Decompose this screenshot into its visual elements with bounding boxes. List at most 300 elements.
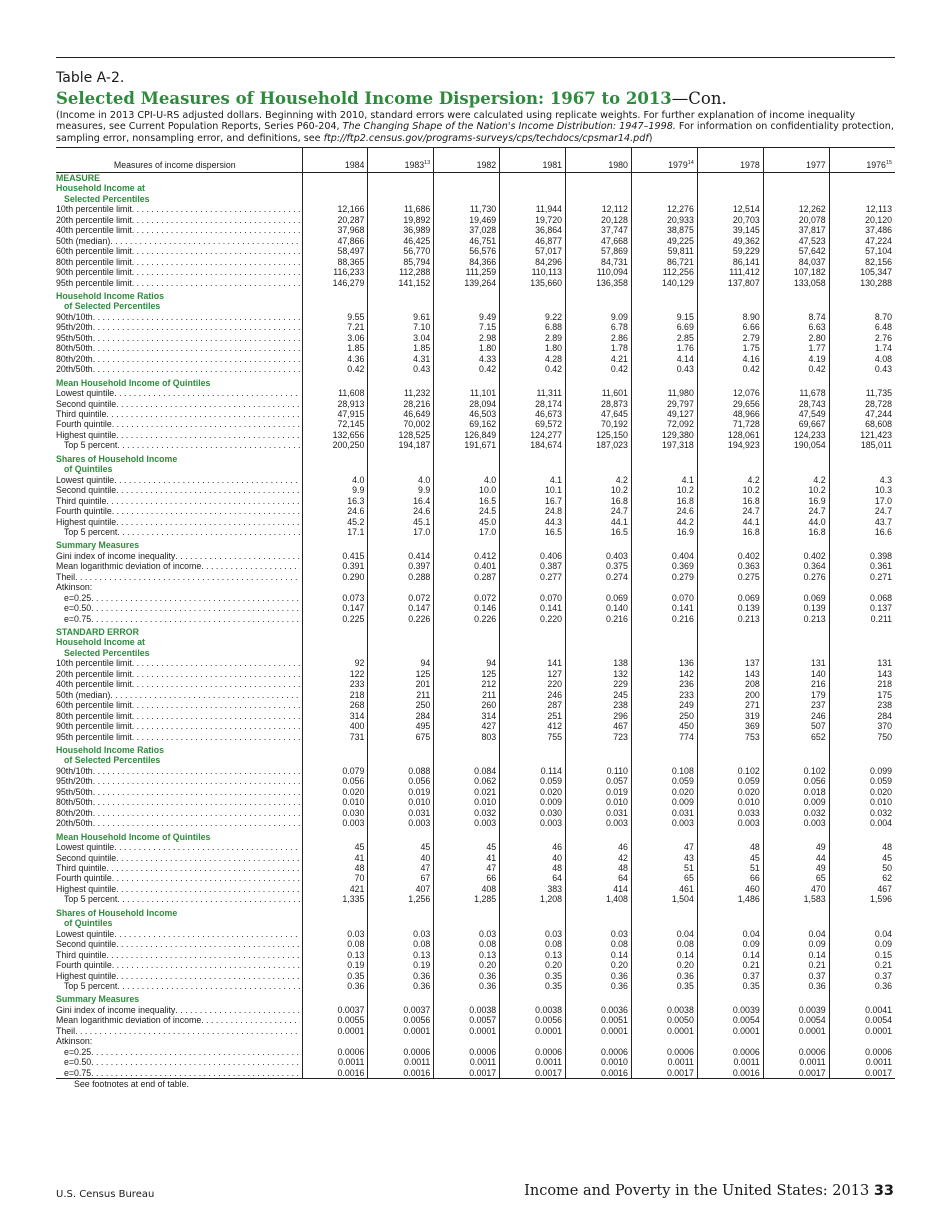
table-cell: 179 xyxy=(763,690,829,700)
col-footnote-ref: 13 xyxy=(424,160,431,167)
col-header-8 xyxy=(829,148,895,173)
table-cell: 57,642 xyxy=(763,246,829,256)
table-cell: 42 xyxy=(566,853,632,863)
row-label xyxy=(56,1005,302,1015)
table-cell: 0.19 xyxy=(302,960,368,970)
table-cell: 24.8 xyxy=(500,506,566,516)
table-row xyxy=(56,818,895,828)
note-text-2: For information on confidentiality protection, sampling error, nonsampling error, and definitions, see xyxy=(56,121,894,144)
table-cell: 803 xyxy=(434,732,500,742)
table-cell: 8.70 xyxy=(829,312,895,322)
leader-dots xyxy=(91,593,299,603)
table-cell: 0.43 xyxy=(368,364,434,374)
table-cell: 12,113 xyxy=(829,204,895,214)
table-cell: 44 xyxy=(763,853,829,863)
title-text: Selected Measures of Household Income Dispersion: 1967 to 2013 xyxy=(56,89,672,108)
table-row xyxy=(56,700,895,710)
table-cell: 66 xyxy=(434,873,500,883)
table-cell xyxy=(302,991,368,1004)
footnote-row xyxy=(56,1079,895,1090)
table-cell xyxy=(566,582,632,592)
table-cell xyxy=(434,375,500,388)
table-cell: 129,380 xyxy=(631,430,697,440)
table-cell: 0.056 xyxy=(368,776,434,786)
row-label-text: Third quintile xyxy=(56,863,107,873)
table-cell: 146,279 xyxy=(302,278,368,288)
table-cell: 1.74 xyxy=(829,343,895,353)
table-cell xyxy=(434,918,500,928)
row-label xyxy=(56,624,302,637)
table-row xyxy=(56,1036,895,1046)
table-cell: 4.2 xyxy=(697,475,763,485)
table-cell: 44.2 xyxy=(631,517,697,527)
table-cell: 0.032 xyxy=(829,808,895,818)
table-cell: 238 xyxy=(829,700,895,710)
row-label-text: Gini index of income inequality xyxy=(56,1004,176,1015)
table-cell: 0.412 xyxy=(434,551,500,561)
table-cell: 45 xyxy=(434,842,500,852)
table-cell: 0.369 xyxy=(631,561,697,571)
leader-dots xyxy=(117,440,299,450)
row-label xyxy=(56,551,302,561)
table-row xyxy=(56,679,895,689)
table-cell: 0.003 xyxy=(368,818,434,828)
table-cell: 6.88 xyxy=(500,322,566,332)
row-label-text: 90th/10th xyxy=(56,765,93,776)
table-cell xyxy=(763,451,829,464)
table-cell: 37,028 xyxy=(434,225,500,235)
table-cell xyxy=(829,173,895,184)
table-cell: 19,892 xyxy=(368,215,434,225)
table-cell xyxy=(566,173,632,184)
table-cell: 0.0001 xyxy=(763,1026,829,1036)
row-label xyxy=(56,884,302,894)
table-cell xyxy=(368,183,434,193)
table-cell: 9.09 xyxy=(566,312,632,322)
table-cell: 47,866 xyxy=(302,236,368,246)
table-cell xyxy=(302,1036,368,1046)
table-cell xyxy=(500,301,566,311)
table-cell: 0.0016 xyxy=(566,1068,632,1079)
row-label xyxy=(56,797,302,807)
table-cell: 0.0037 xyxy=(368,1005,434,1015)
row-label xyxy=(56,485,302,495)
table-cell: 111,412 xyxy=(697,267,763,277)
leader-dots xyxy=(116,517,299,527)
table-cell: 0.36 xyxy=(434,981,500,991)
row-label-text: Third quintile xyxy=(56,408,107,419)
table-cell: 37,968 xyxy=(302,225,368,235)
table-cell: 11,735 xyxy=(829,388,895,398)
table-cell: 16.8 xyxy=(631,496,697,506)
table-cell: 46,751 xyxy=(434,236,500,246)
table-cell xyxy=(500,288,566,301)
leader-dots xyxy=(91,614,299,624)
table-cell xyxy=(566,288,632,301)
table-cell: 0.0039 xyxy=(697,1005,763,1015)
table-cell: 28,216 xyxy=(368,399,434,409)
table-cell: 0.288 xyxy=(368,572,434,582)
table-cell: 28,913 xyxy=(302,399,368,409)
table-cell: 4.33 xyxy=(434,354,500,364)
col-year: 1984 xyxy=(344,160,365,170)
leader-dots xyxy=(132,225,300,235)
table-cell: 45.1 xyxy=(368,517,434,527)
section-row xyxy=(56,537,895,550)
row-label xyxy=(56,388,302,398)
col-year: 1976 xyxy=(866,160,886,170)
table-row xyxy=(56,614,895,624)
table-cell: 0.0017 xyxy=(434,1068,500,1079)
table-cell: 133,058 xyxy=(763,278,829,288)
table-cell: 0.070 xyxy=(631,593,697,603)
row-label-text: Household Income Ratios xyxy=(56,290,165,301)
table-cell: 44.1 xyxy=(566,517,632,527)
table-cell: 0.141 xyxy=(631,603,697,613)
table-cell: 0.19 xyxy=(368,960,434,970)
table-cell: 0.072 xyxy=(434,593,500,603)
row-label xyxy=(56,658,302,668)
row-label-text: Lowest quintile xyxy=(56,928,115,939)
table-cell xyxy=(500,637,566,647)
table-cell: 0.0057 xyxy=(434,1015,500,1025)
table-cell: 6.48 xyxy=(829,322,895,332)
table-cell: 17.0 xyxy=(434,527,500,537)
table-cell xyxy=(829,183,895,193)
leader-dots xyxy=(114,388,299,398)
table-row xyxy=(56,204,895,214)
table-cell: 250 xyxy=(368,700,434,710)
table-cell xyxy=(631,194,697,204)
table-cell: 0.275 xyxy=(697,572,763,582)
row-label-text: Top 5 percent xyxy=(64,526,118,537)
table-cell xyxy=(631,991,697,1004)
table-cell: 408 xyxy=(434,884,500,894)
leader-dots xyxy=(91,603,299,613)
table-cell: 0.031 xyxy=(631,808,697,818)
table-cell xyxy=(829,991,895,1004)
row-label-text: e=0.50 xyxy=(64,603,92,614)
row-label-text: Mean Household Income of Quintiles xyxy=(56,377,211,388)
table-cell: 94 xyxy=(368,658,434,668)
table-cell: 48,966 xyxy=(697,409,763,419)
table-cell: 175 xyxy=(829,690,895,700)
table-cell: 0.361 xyxy=(829,561,895,571)
table-row xyxy=(56,690,895,700)
row-label xyxy=(56,322,302,332)
table-cell: 0.04 xyxy=(763,929,829,939)
table-cell: 0.0056 xyxy=(368,1015,434,1025)
table-cell: 0.019 xyxy=(566,787,632,797)
table-row xyxy=(56,561,895,571)
table-cell: 84,731 xyxy=(566,257,632,267)
table-cell: 0.03 xyxy=(500,929,566,939)
row-label xyxy=(56,278,302,288)
table-cell xyxy=(829,301,895,311)
table-cell xyxy=(302,173,368,184)
leader-dots xyxy=(117,527,299,537)
table-cell xyxy=(566,375,632,388)
table-cell: 47,645 xyxy=(566,409,632,419)
table-cell xyxy=(697,1036,763,1046)
table-row xyxy=(56,776,895,786)
table-cell: 132,656 xyxy=(302,430,368,440)
table-cell: 0.13 xyxy=(500,950,566,960)
table-cell xyxy=(697,829,763,842)
table-cell xyxy=(302,637,368,647)
table-cell: 0.0055 xyxy=(302,1015,368,1025)
row-label-text: Household Income at xyxy=(56,637,145,648)
table-cell: 0.0011 xyxy=(302,1057,368,1067)
row-label-text: 90th percentile limit xyxy=(56,721,132,732)
table-cell: 7.15 xyxy=(434,322,500,332)
table-cell: 28,094 xyxy=(434,399,500,409)
table-cell: 58,497 xyxy=(302,246,368,256)
table-cell: 0.13 xyxy=(302,950,368,960)
table-cell: 0.0001 xyxy=(434,1026,500,1036)
table-cell: 0.36 xyxy=(566,971,632,981)
table-cell xyxy=(434,173,500,184)
table-cell: 0.020 xyxy=(631,787,697,797)
row-label xyxy=(56,742,302,755)
note-text-3: ) xyxy=(648,132,653,144)
section-row xyxy=(56,194,895,204)
table-cell: 0.0001 xyxy=(697,1026,763,1036)
row-label-text: Second quintile xyxy=(56,485,117,496)
leader-dots xyxy=(93,333,300,343)
table-cell: 0.070 xyxy=(500,593,566,603)
table-cell: 0.276 xyxy=(763,572,829,582)
table-cell xyxy=(368,918,434,928)
table-row xyxy=(56,950,895,960)
row-label-text: Fourth quintile xyxy=(56,506,112,517)
table-cell: 0.08 xyxy=(500,939,566,949)
table-cell: 37,817 xyxy=(763,225,829,235)
table-cell: 4.28 xyxy=(500,354,566,364)
table-cell: 0.003 xyxy=(566,818,632,828)
table-cell: 24.5 xyxy=(434,506,500,516)
table-cell xyxy=(500,537,566,550)
row-label-text: Household Income Ratios xyxy=(56,745,165,756)
table-cell: 0.0001 xyxy=(368,1026,434,1036)
note-link[interactable]: ftp://ftp2.census.gov/programs-surveys/cps/techdocs/cpsmar14.pdf xyxy=(323,132,649,144)
row-label-text: 20th/50th xyxy=(56,818,93,829)
table-cell: 216 xyxy=(763,679,829,689)
table-cell xyxy=(697,194,763,204)
table-cell xyxy=(829,637,895,647)
table-cell: 125,150 xyxy=(566,430,632,440)
table-row xyxy=(56,894,895,904)
table-cell: 0.43 xyxy=(829,364,895,374)
table-cell: 12,514 xyxy=(697,204,763,214)
leader-dots xyxy=(93,787,300,797)
table-cell xyxy=(302,742,368,755)
leader-dots xyxy=(93,364,300,374)
table-cell: 0.0006 xyxy=(566,1047,632,1057)
leader-dots xyxy=(201,1015,299,1025)
table-cell xyxy=(763,829,829,842)
table-cell: 218 xyxy=(829,679,895,689)
table-cell: 0.35 xyxy=(302,971,368,981)
table-cell: 0.415 xyxy=(302,551,368,561)
table-cell: 3.04 xyxy=(368,333,434,343)
table-cell xyxy=(500,582,566,592)
leader-dots xyxy=(93,818,300,828)
table-cell: 220 xyxy=(500,679,566,689)
row-label xyxy=(56,787,302,797)
row-label xyxy=(56,700,302,710)
row-label-text: 95th percentile limit xyxy=(56,731,132,742)
table-cell xyxy=(631,464,697,474)
table-cell: 723 xyxy=(566,732,632,742)
row-label xyxy=(56,808,302,818)
leader-dots xyxy=(116,939,299,949)
table-cell xyxy=(697,755,763,765)
table-cell: 111,259 xyxy=(434,267,500,277)
table-cell xyxy=(829,742,895,755)
table-cell: 1.85 xyxy=(368,343,434,353)
section-row xyxy=(56,755,895,765)
table-cell: 0.15 xyxy=(829,950,895,960)
table-cell xyxy=(566,829,632,842)
table-cell: 135,660 xyxy=(500,278,566,288)
table-cell: 105,347 xyxy=(829,267,895,277)
row-label-text: 60th percentile limit xyxy=(56,246,132,257)
footer-publication xyxy=(524,1183,894,1199)
table-cell: 0.226 xyxy=(368,614,434,624)
leader-dots xyxy=(132,278,300,288)
table-cell: 0.387 xyxy=(500,561,566,571)
row-header: Measures of income dispersion xyxy=(56,148,302,173)
table-cell: 0.010 xyxy=(368,797,434,807)
top-rule xyxy=(56,57,895,58)
table-cell: 131 xyxy=(829,658,895,668)
table-cell: 24.7 xyxy=(697,506,763,516)
footer-agency: U.S. Census Bureau xyxy=(56,1189,155,1200)
table-cell: 0.271 xyxy=(829,572,895,582)
table-cell: 128,525 xyxy=(368,430,434,440)
col-footnote-ref: 15 xyxy=(885,160,893,167)
table-cell: 16.3 xyxy=(302,496,368,506)
table-cell xyxy=(566,537,632,550)
leader-dots xyxy=(132,700,300,710)
table-row xyxy=(56,721,895,731)
row-label-text: e=0.25 xyxy=(64,1046,92,1057)
table-cell xyxy=(368,1036,434,1046)
table-cell xyxy=(763,991,829,1004)
row-label xyxy=(56,496,302,506)
table-row xyxy=(56,939,895,949)
table-cell xyxy=(763,742,829,755)
table-cell: 124,277 xyxy=(500,430,566,440)
table-cell: 72,145 xyxy=(302,419,368,429)
table-cell xyxy=(500,624,566,637)
table-cell: 507 xyxy=(763,721,829,731)
table-cell xyxy=(566,183,632,193)
table-cell: 107,182 xyxy=(763,267,829,277)
table-cell: 251 xyxy=(500,711,566,721)
table-row xyxy=(56,409,895,419)
table-cell xyxy=(434,582,500,592)
table-cell: 57,104 xyxy=(829,246,895,256)
row-label xyxy=(56,905,302,918)
table-cell: 370 xyxy=(829,721,895,731)
table-cell: 0.004 xyxy=(829,818,895,828)
table-cell: 0.009 xyxy=(763,797,829,807)
table-cell: 0.36 xyxy=(763,981,829,991)
table-cell: 185,011 xyxy=(829,440,895,450)
table-cell: 0.03 xyxy=(368,929,434,939)
table-cell: 0.216 xyxy=(631,614,697,624)
table-cell: 9.15 xyxy=(631,312,697,322)
table-cell xyxy=(368,537,434,550)
row-label xyxy=(56,939,302,949)
table-cell: 0.0016 xyxy=(697,1068,763,1079)
table-cell: 0.226 xyxy=(434,614,500,624)
row-label-text: 60th percentile limit xyxy=(56,700,132,711)
table-cell xyxy=(763,173,829,184)
table-cell: 0.404 xyxy=(631,551,697,561)
table-cell: 237 xyxy=(763,700,829,710)
row-label-text: 95th/20th xyxy=(56,776,93,787)
table-cell: 127 xyxy=(500,669,566,679)
leader-dots xyxy=(132,679,300,689)
table-cell: 137 xyxy=(697,658,763,668)
table-cell: 17.0 xyxy=(829,496,895,506)
table-cell: 0.04 xyxy=(697,929,763,939)
table-cell: 211 xyxy=(368,690,434,700)
leader-dots xyxy=(106,496,299,506)
table-row xyxy=(56,440,895,450)
table-cell xyxy=(302,905,368,918)
table-cell xyxy=(566,301,632,311)
table-cell xyxy=(302,755,368,765)
table-cell: 0.140 xyxy=(566,603,632,613)
table-cell xyxy=(368,464,434,474)
table-cell: 0.42 xyxy=(302,364,368,374)
table-cell xyxy=(302,648,368,658)
table-cell: 84,037 xyxy=(763,257,829,267)
table-cell: 9.55 xyxy=(302,312,368,322)
table-row xyxy=(56,1015,895,1025)
row-label xyxy=(56,593,302,603)
table-row xyxy=(56,236,895,246)
table-cell xyxy=(697,301,763,311)
table-row xyxy=(56,399,895,409)
table-cell: 0.0054 xyxy=(763,1015,829,1025)
table-cell: 46,673 xyxy=(500,409,566,419)
leader-dots xyxy=(132,204,300,214)
table-row xyxy=(56,658,895,668)
table-cell: 6.78 xyxy=(566,322,632,332)
row-label-text: Fourth quintile xyxy=(56,960,112,971)
table-cell: 4.36 xyxy=(302,354,368,364)
table-cell: 47 xyxy=(631,842,697,852)
table-cell xyxy=(697,183,763,193)
row-label xyxy=(56,732,302,742)
table-cell: 0.220 xyxy=(500,614,566,624)
row-label-text: 80th/20th xyxy=(56,353,93,364)
table-cell: 12,276 xyxy=(631,204,697,214)
row-label xyxy=(56,257,302,267)
table-cell: 9.22 xyxy=(500,312,566,322)
table-cell: 24.6 xyxy=(302,506,368,516)
table-cell: 2.98 xyxy=(434,333,500,343)
table-cell: 0.088 xyxy=(368,766,434,776)
table-cell: 296 xyxy=(566,711,632,721)
table-cell: 369 xyxy=(697,721,763,731)
table-row xyxy=(56,496,895,506)
